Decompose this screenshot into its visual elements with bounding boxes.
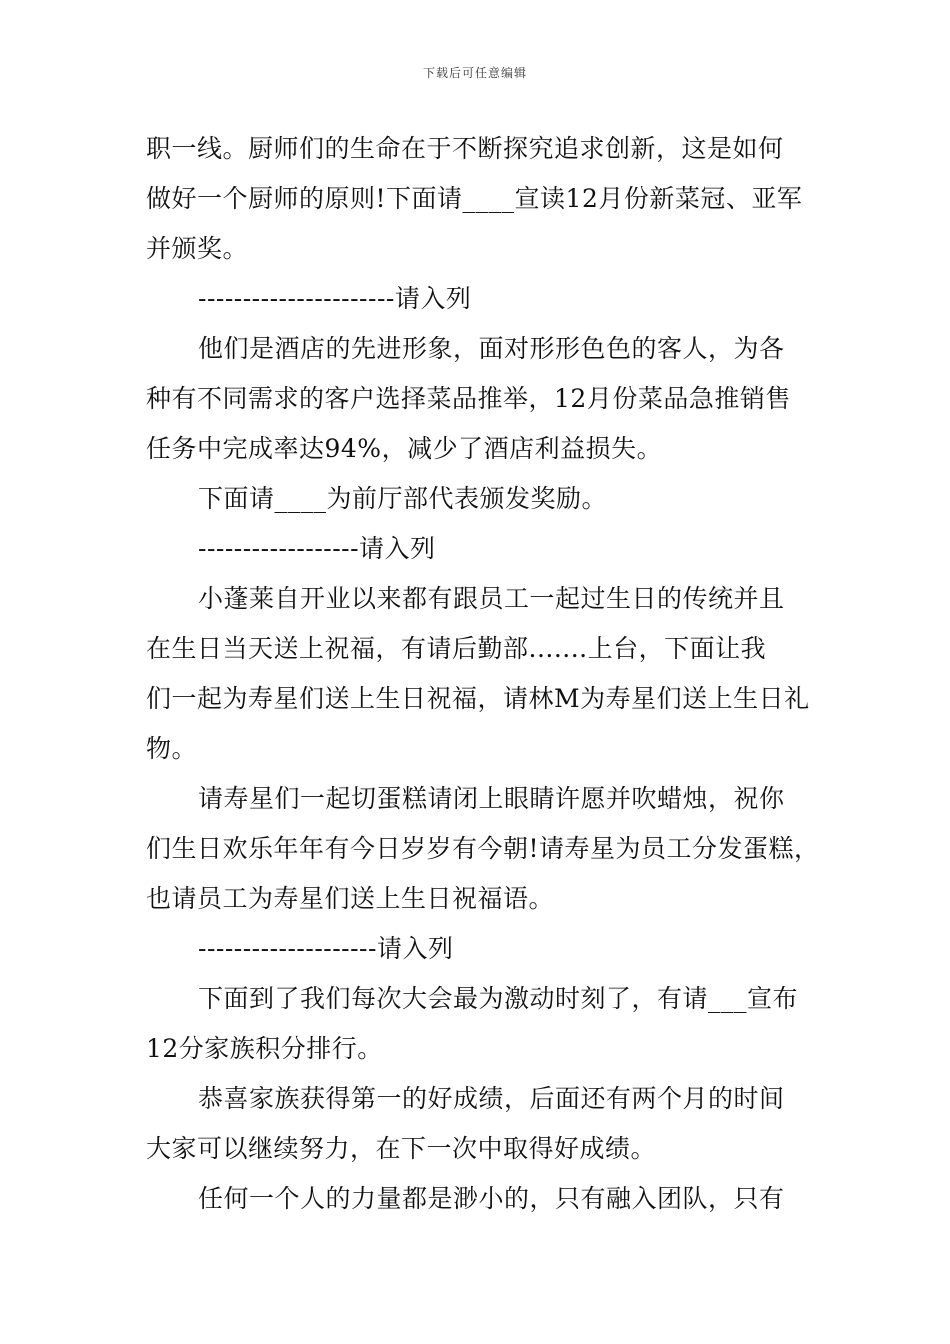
paragraph-start: 他们是酒店的先进形象，面对形形色色的客人，为各: [198, 334, 785, 363]
paragraph-start: 恭喜家族获得第一的好成绩，后面还有两个月的时间: [198, 1084, 785, 1113]
separator-line: --------------------请入列: [198, 934, 454, 963]
text-line: 任务中完成率达94%，减少了酒店利益损失。: [146, 434, 663, 463]
text-line: 职一线。厨师们的生命在于不断探究追求创新，这是如何: [146, 134, 784, 163]
text-line: 并颁奖。: [146, 234, 249, 263]
text-line: 物。: [146, 734, 198, 763]
text-line: 12分家族积分排行。: [146, 1034, 383, 1063]
paragraph-start: 任何一个人的力量都是渺小的，只有融入团队，只有: [198, 1184, 785, 1213]
paragraph-start: 下面请____为前厅部代表颁发奖励。: [198, 484, 608, 513]
text-line: 们一起为寿星们送上生日祝福，请林M为寿星们送上生日礼: [146, 684, 810, 713]
text-line: 也请员工为寿星们送上生日祝福语。: [146, 884, 555, 913]
text-line: 做好一个厨师的原则!下面请____宣读12月份新菜冠、亚军: [146, 184, 803, 213]
paragraph-start: 下面到了我们每次大会最为激动时刻了，有请___宣布: [198, 984, 799, 1013]
text-line: 大家可以继续努力，在下一次中取得好成绩。: [146, 1134, 657, 1163]
text-line: 们生日欢乐年年有今日岁岁有今朝!请寿星为员工分发蛋糕，: [146, 834, 820, 863]
separator-line: ----------------------请入列: [198, 284, 472, 313]
separator-line: ------------------请入列: [198, 534, 436, 563]
paragraph-start: 请寿星们一起切蛋糕请闭上眼睛许愿并吹蜡烛，祝你: [198, 784, 785, 813]
page-header: 下载后可任意编辑: [422, 66, 527, 80]
document-body: [146, 124, 820, 1224]
paragraph-start: 小蓬莱自开业以来都有跟员工一起过生日的传统并且: [198, 584, 785, 613]
text-line: 在生日当天送上祝福，有请后勤部.......上台，下面让我: [146, 634, 767, 663]
text-line: 种有不同需求的客户选择菜品推举，12月份菜品急推销售: [146, 384, 791, 413]
